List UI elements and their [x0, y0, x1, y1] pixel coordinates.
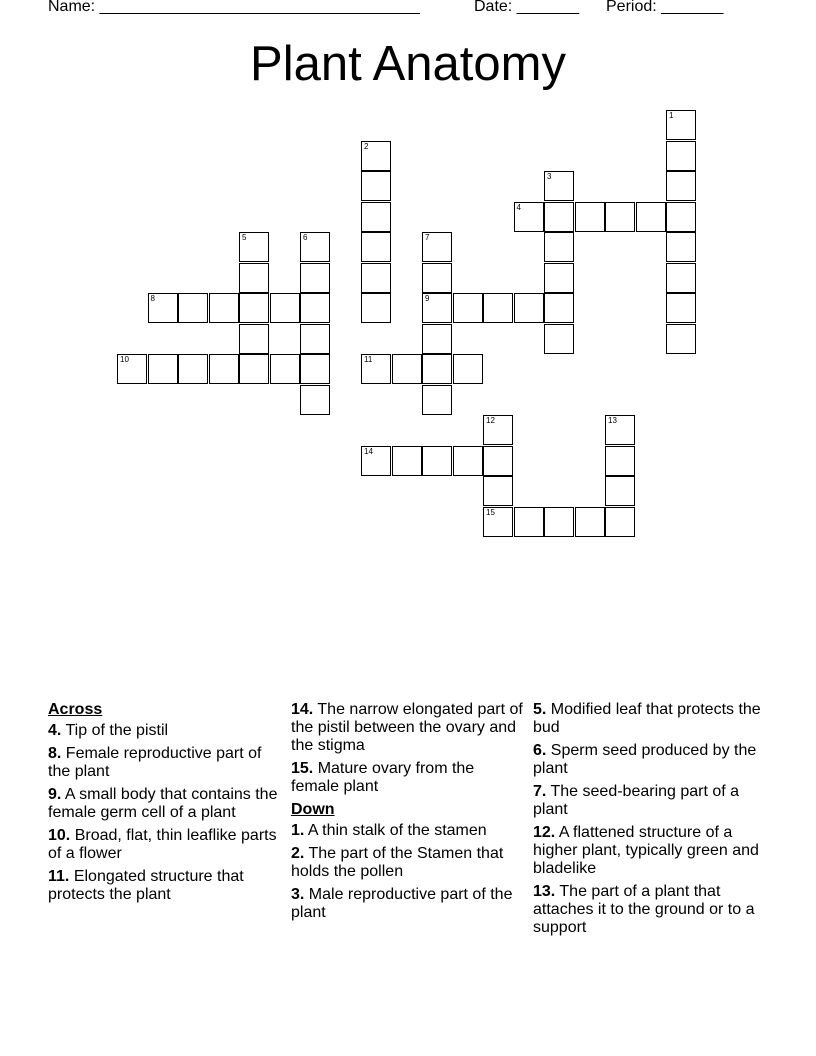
crossword-cell[interactable] [605, 446, 635, 476]
cell-number: 10 [120, 355, 129, 364]
crossword-cell[interactable] [422, 232, 452, 262]
crossword-cell[interactable] [514, 293, 544, 323]
clue-number: 1. [291, 822, 305, 839]
crossword-cell[interactable] [544, 263, 574, 293]
crossword-cell[interactable] [361, 354, 391, 384]
clue-text: The part of a plant that attaches it to the ground or to a support [533, 883, 755, 936]
date-field[interactable]: Date: _______ [474, 0, 579, 15]
crossword-cell[interactable] [239, 293, 269, 323]
crossword-cell[interactable] [575, 507, 605, 537]
clue-number: 2. [291, 845, 305, 862]
crossword-cell[interactable] [483, 446, 513, 476]
crossword-cell[interactable] [178, 354, 208, 384]
clue-down-2 [291, 845, 523, 881]
clue-across-9 [48, 786, 280, 822]
cell-number: 14 [364, 446, 373, 456]
crossword-cell[interactable] [300, 293, 330, 323]
crossword-cell[interactable] [239, 263, 269, 293]
clue-number: 4. [48, 722, 62, 739]
cell-number: 2 [364, 141, 369, 151]
clue-number: 5. [533, 701, 547, 718]
crossword-cell[interactable] [300, 385, 330, 415]
crossword-cell[interactable] [239, 324, 269, 354]
period-field[interactable]: Period: _______ [606, 0, 724, 15]
cell-number: 4 [516, 202, 521, 212]
crossword-cell[interactable] [270, 354, 300, 384]
clue-number: 10. [48, 827, 71, 844]
clue-number: 12. [533, 824, 556, 841]
cell-number: 12 [486, 416, 495, 425]
clue-number: 13. [533, 883, 556, 900]
crossword-cell[interactable] [422, 263, 452, 293]
clue-text: Broad, flat, thin leaflike parts of a flower [48, 827, 277, 862]
crossword-cell[interactable] [666, 202, 696, 232]
crossword-cell[interactable] [300, 232, 330, 262]
clue-down-13 [533, 883, 765, 937]
crossword-cell[interactable] [453, 293, 483, 323]
crossword-cell[interactable] [422, 385, 452, 415]
across-heading: Across [48, 701, 103, 718]
crossword-cell[interactable] [422, 446, 452, 476]
crossword-cell[interactable] [514, 202, 544, 232]
clue-number: 15. [291, 760, 314, 777]
crossword-cell[interactable] [636, 202, 666, 232]
clue-number: 14. [291, 701, 314, 718]
crossword-cell[interactable] [239, 232, 269, 262]
crossword-cell[interactable] [453, 446, 483, 476]
crossword-cell[interactable] [209, 354, 239, 384]
clue-text: A small body that contains the female germ cell of a plant [48, 786, 278, 821]
crossword-cell[interactable] [605, 507, 635, 537]
clue-text: Female reproductive part of the plant [48, 745, 262, 780]
cell-number: 3 [547, 172, 552, 181]
crossword-cell[interactable] [270, 293, 300, 323]
clue-text: Modified leaf that protects the bud [533, 701, 761, 736]
crossword-cell[interactable] [361, 446, 391, 476]
clue-text: The seed-bearing part of a plant [533, 783, 740, 818]
cell-number: 8 [150, 294, 155, 303]
clue-text: A thin stalk of the stamen [307, 822, 487, 839]
clue-down-6 [533, 742, 765, 778]
cell-number: 15 [486, 507, 495, 517]
clue-text: Tip of the pistil [65, 722, 169, 739]
crossword-cell[interactable] [514, 507, 544, 537]
clue-text: The part of the Stamen that holds the pollen [291, 845, 504, 880]
crossword-cell[interactable] [422, 293, 452, 323]
name-field[interactable]: Name: ____________________________________ [48, 0, 420, 15]
clue-across-10 [48, 827, 280, 863]
crossword-cell[interactable] [361, 232, 391, 262]
clue-number: 9. [48, 786, 62, 803]
cell-number: 5 [242, 233, 247, 242]
clue-down-5 [533, 701, 765, 737]
clue-number: 8. [48, 745, 62, 762]
crossword-cell[interactable] [666, 141, 696, 171]
crossword-cell[interactable] [422, 324, 452, 354]
clue-across-4 [48, 722, 280, 740]
crossword-cell[interactable] [361, 171, 391, 201]
crossword-cell[interactable] [544, 232, 574, 262]
cell-number: 11 [364, 355, 373, 364]
crossword-cell[interactable] [361, 141, 391, 171]
crossword-cell[interactable] [209, 293, 239, 323]
crossword-cell[interactable] [392, 354, 422, 384]
crossword-cell[interactable] [300, 263, 330, 293]
clue-text: Elongated structure that protects the plant [48, 868, 244, 903]
clue-across-15 [291, 760, 523, 796]
crossword-cell[interactable] [575, 202, 605, 232]
crossword-cell[interactable] [666, 263, 696, 293]
clue-text: The narrow elongated part of the pistil between the ovary and the stigma [291, 701, 523, 754]
crossword-cell[interactable] [666, 232, 696, 262]
crossword-cell[interactable] [544, 293, 574, 323]
clue-text: Mature ovary from the female plant [291, 760, 475, 795]
clue-text: A flattened structure of a higher plant, typically green and bladelike [533, 824, 759, 877]
clue-number: 11. [48, 868, 70, 885]
clue-number: 6. [533, 742, 547, 759]
crossword-cell[interactable] [605, 476, 635, 506]
crossword-cell[interactable] [483, 415, 513, 445]
crossword-cell[interactable] [544, 171, 574, 201]
crossword-cell[interactable] [361, 263, 391, 293]
cell-number: 6 [303, 233, 308, 242]
cell-number: 1 [669, 111, 674, 120]
cell-number: 13 [608, 416, 617, 425]
crossword-cell[interactable] [392, 446, 422, 476]
crossword-cell[interactable] [544, 507, 574, 537]
clue-down-3 [291, 886, 523, 922]
crossword-cell[interactable] [605, 415, 635, 445]
clue-down-7 [533, 783, 765, 819]
crossword-cell[interactable] [239, 354, 269, 384]
clues-column-2 [291, 701, 523, 927]
clue-number: 3. [291, 886, 305, 903]
crossword-cell[interactable] [117, 354, 147, 384]
clue-across-8 [48, 745, 280, 781]
crossword-cell[interactable] [666, 293, 696, 323]
clue-down-1 [291, 822, 523, 840]
crossword-cell[interactable] [666, 324, 696, 354]
crossword-cell[interactable] [148, 354, 178, 384]
crossword-cell[interactable] [666, 110, 696, 140]
crossword-cell[interactable] [544, 324, 574, 354]
crossword-cell[interactable] [605, 202, 635, 232]
clue-text: Male reproductive part of the plant [291, 886, 513, 921]
clues-column-1 [48, 701, 280, 909]
crossword-cell[interactable] [666, 171, 696, 201]
crossword-cell[interactable] [483, 507, 513, 537]
cell-number: 9 [425, 294, 430, 303]
down-heading: Down [291, 801, 335, 818]
crossword-cell[interactable] [483, 476, 513, 506]
crossword-cell[interactable] [178, 293, 208, 323]
crossword-cell[interactable] [361, 202, 391, 232]
page-title: Plant Anatomy [250, 37, 566, 91]
crossword-cell[interactable] [453, 354, 483, 384]
clue-across-11 [48, 868, 280, 904]
clue-number: 7. [533, 783, 547, 800]
crossword-cell[interactable] [300, 354, 330, 384]
crossword-cell[interactable] [422, 354, 452, 384]
clues-column-3 [533, 701, 765, 942]
clue-text: Sperm seed produced by the plant [533, 742, 757, 777]
cell-number: 7 [425, 233, 430, 242]
clue-down-12 [533, 824, 765, 878]
crossword-cell[interactable] [483, 293, 513, 323]
crossword-cell[interactable] [148, 293, 178, 323]
clue-across-14 [291, 701, 523, 755]
crossword-cell[interactable] [300, 324, 330, 354]
crossword-cell[interactable] [544, 202, 574, 232]
crossword-cell[interactable] [361, 293, 391, 323]
